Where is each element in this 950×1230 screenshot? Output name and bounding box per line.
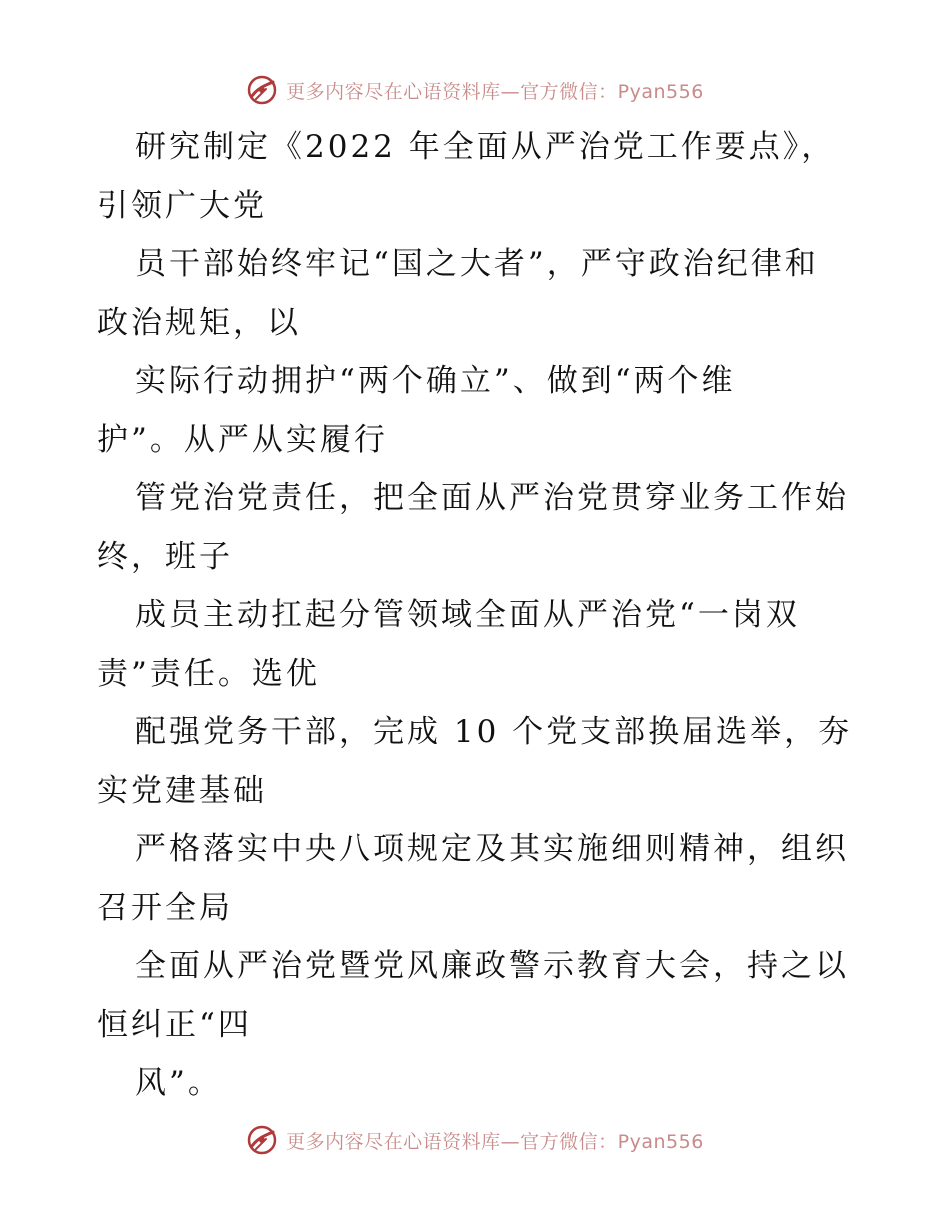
text-line: 实党建基础 xyxy=(97,772,267,809)
text-line: 召开全局 xyxy=(97,889,233,926)
text-line: 严格落实中央八项规定及其实施细则精神，组织 xyxy=(135,831,849,867)
watermark-text: 更多内容尽在心语资料库—官方微信：Pyan556 xyxy=(286,1130,704,1153)
text-line: 恒纠正“四 xyxy=(97,1006,252,1043)
text-line: 引领广大党 xyxy=(97,187,267,224)
text-line: 实际行动拥护“两个确立”、做到“两个维 xyxy=(135,363,736,399)
text-line: 员干部始终牢记“国之大者”，严守政治纪律和 xyxy=(135,246,819,282)
text-line: 责”责任。选优 xyxy=(97,655,320,692)
brush-seal-logo-icon xyxy=(246,74,278,106)
text-line: 研究制定《2022 年全面从严治党工作要点》， xyxy=(135,129,836,165)
brush-seal-logo-icon xyxy=(246,1124,278,1156)
text-line: 全面从严治党暨党风廉政警示教育大会，持之以 xyxy=(135,948,849,984)
text-line: 成员主动扛起分管领域全面从严治党“一岗双 xyxy=(135,597,800,633)
document-body xyxy=(97,118,857,1113)
text-line: 风”。 xyxy=(135,1065,222,1101)
watermark-text: 更多内容尽在心语资料库—官方微信：Pyan556 xyxy=(286,80,704,103)
text-line: 管党治党责任，把全面从严治党贯穿业务工作始 xyxy=(135,480,849,516)
text-line: 终，班子 xyxy=(97,538,233,575)
text-line: 政治规矩，以 xyxy=(97,304,301,341)
page-header-watermark xyxy=(0,70,950,110)
page-footer-watermark xyxy=(0,1120,950,1160)
text-line: 护”。从严从实履行 xyxy=(97,421,388,458)
text-line: 配强党务干部，完成 10 个党支部换届选举，夯 xyxy=(135,714,853,750)
watermark xyxy=(246,74,704,106)
watermark xyxy=(246,1124,704,1156)
